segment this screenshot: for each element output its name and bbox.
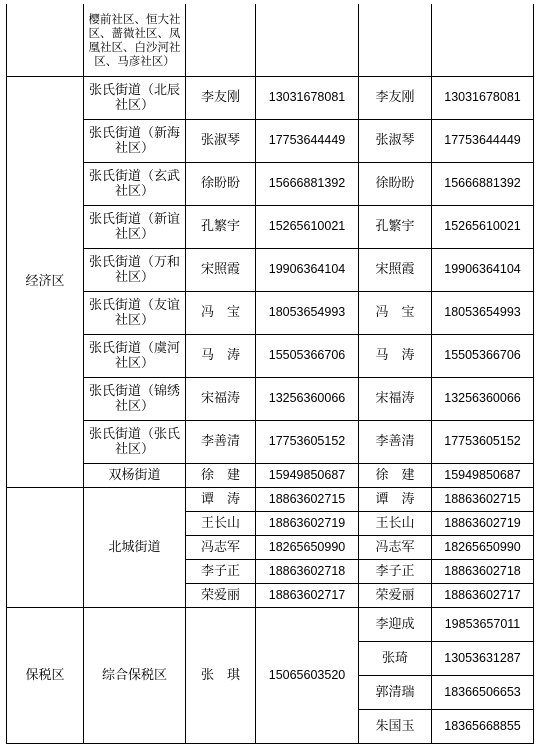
phone-cell: 15505366706	[432, 334, 534, 377]
phone-cell: 18365668855	[432, 709, 534, 743]
phone-cell: 18863602719	[256, 511, 359, 535]
phone-cell: 17753605152	[256, 420, 359, 463]
name-cell: 郭清瑞	[359, 675, 432, 709]
phone-cell: 17753644449	[256, 119, 359, 162]
name-cell: 宋福涛	[359, 377, 432, 420]
phone-cell: 13031678081	[432, 76, 534, 119]
street-cell: 张氏街道（张氏社区）	[84, 420, 186, 463]
phone-cell: 15949850687	[256, 463, 359, 487]
name-cell: 冯 宝	[186, 291, 256, 334]
phone-cell: 15265610021	[256, 205, 359, 248]
phone-cell: 18053654993	[256, 291, 359, 334]
name-cell: 徐盼盼	[359, 162, 432, 205]
street-cell: 张氏街道（北辰社区）	[84, 76, 186, 119]
name-cell: 孔繁宇	[359, 205, 432, 248]
contact-table	[6, 4, 534, 744]
table-row	[7, 377, 534, 420]
name-cell: 宋福涛	[186, 377, 256, 420]
district-cell: 保税区	[7, 607, 84, 743]
name-cell: 张琦	[359, 641, 432, 675]
table-row	[7, 607, 534, 641]
phone-cell: 17753605152	[432, 420, 534, 463]
phone-cell: 13031678081	[256, 76, 359, 119]
phone-cell: 15949850687	[432, 463, 534, 487]
street-cell: 张氏街道（友谊社区）	[84, 291, 186, 334]
name-cell: 王长山	[359, 511, 432, 535]
street-cell: 张氏街道（新谊社区）	[84, 205, 186, 248]
phone-cell: 18863602718	[256, 559, 359, 583]
table-row	[7, 334, 534, 377]
table-row	[7, 4, 534, 76]
phone-cell: 19906364104	[256, 248, 359, 291]
phone-cell: 17753644449	[432, 119, 534, 162]
name-cell: 冯 宝	[359, 291, 432, 334]
phone-cell: 15505366706	[256, 334, 359, 377]
table-row	[7, 248, 534, 291]
phone-cell: 18265650990	[432, 535, 534, 559]
name-cell: 冯志军	[186, 535, 256, 559]
name-cell: 朱国玉	[359, 709, 432, 743]
name-cell: 李友刚	[359, 76, 432, 119]
name-cell: 马 涛	[359, 334, 432, 377]
phone-cell: 19853657011	[432, 607, 534, 641]
name-cell: 李善清	[359, 420, 432, 463]
phone-cell: 13256360066	[432, 377, 534, 420]
table-row	[7, 487, 534, 511]
phone-cell: 13256360066	[256, 377, 359, 420]
table-row	[7, 463, 534, 487]
street-cell: 张氏街道（新海社区）	[84, 119, 186, 162]
phone-cell: 18863602715	[256, 487, 359, 511]
name-cell: 李子正	[186, 559, 256, 583]
name-cell: 徐盼盼	[186, 162, 256, 205]
name-cell: 冯志军	[359, 535, 432, 559]
street-cell: 张氏街道（玄武社区）	[84, 162, 186, 205]
name-cell: 孔繁宇	[186, 205, 256, 248]
phone-cell: 18053654993	[432, 291, 534, 334]
phone-cell: 15065603520	[256, 607, 359, 743]
name-cell: 宋照霞	[186, 248, 256, 291]
district-cell	[7, 487, 84, 607]
phone-cell: 18863602717	[432, 583, 534, 607]
street-cell: 北城街道	[84, 487, 186, 607]
name-cell: 马 涛	[186, 334, 256, 377]
name-cell: 徐 建	[359, 463, 432, 487]
phone-cell: 15265610021	[432, 205, 534, 248]
phone-cell: 18366506653	[432, 675, 534, 709]
name-cell: 荣爱丽	[359, 583, 432, 607]
name-cell: 王长山	[186, 511, 256, 535]
phone-cell: 18863602717	[256, 583, 359, 607]
street-cell: 张氏街道（万和社区）	[84, 248, 186, 291]
name-cell: 李友刚	[186, 76, 256, 119]
name-cell: 谭 涛	[186, 487, 256, 511]
name-cell: 李善清	[186, 420, 256, 463]
name-cell: 宋照霞	[359, 248, 432, 291]
phone-cell: 18863602718	[432, 559, 534, 583]
name-cell: 谭 涛	[359, 487, 432, 511]
phone-cell: 18265650990	[256, 535, 359, 559]
street-cell: 张氏街道（锦绣社区）	[84, 377, 186, 420]
name-cell: 张淑琴	[359, 119, 432, 162]
table-row	[7, 119, 534, 162]
street-cell: 双杨街道	[84, 463, 186, 487]
name-cell: 荣爱丽	[186, 583, 256, 607]
name-cell: 张 琪	[186, 607, 256, 743]
table-row	[7, 420, 534, 463]
street-cell: 综合保税区	[84, 607, 186, 743]
phone-cell: 18863602715	[432, 487, 534, 511]
district-cell: 经济区	[7, 76, 84, 487]
table-row	[7, 162, 534, 205]
phone-cell: 19906364104	[432, 248, 534, 291]
phone-cell: 15666881392	[432, 162, 534, 205]
name-cell: 徐 建	[186, 463, 256, 487]
phone-cell: 13053631287	[432, 641, 534, 675]
name-cell: 李子正	[359, 559, 432, 583]
community-list-cell: 樱前社区、恒大社区、蔷微社区、凤凰社区、白沙河社区、马彦社区）	[84, 4, 186, 76]
table-row	[7, 76, 534, 119]
phone-cell: 18863602719	[432, 511, 534, 535]
name-cell: 张淑琴	[186, 119, 256, 162]
name-cell: 李迎成	[359, 607, 432, 641]
district-cell	[7, 4, 84, 76]
street-cell: 张氏街道（虞河社区）	[84, 334, 186, 377]
table-row	[7, 205, 534, 248]
table-row	[7, 291, 534, 334]
phone-cell: 15666881392	[256, 162, 359, 205]
